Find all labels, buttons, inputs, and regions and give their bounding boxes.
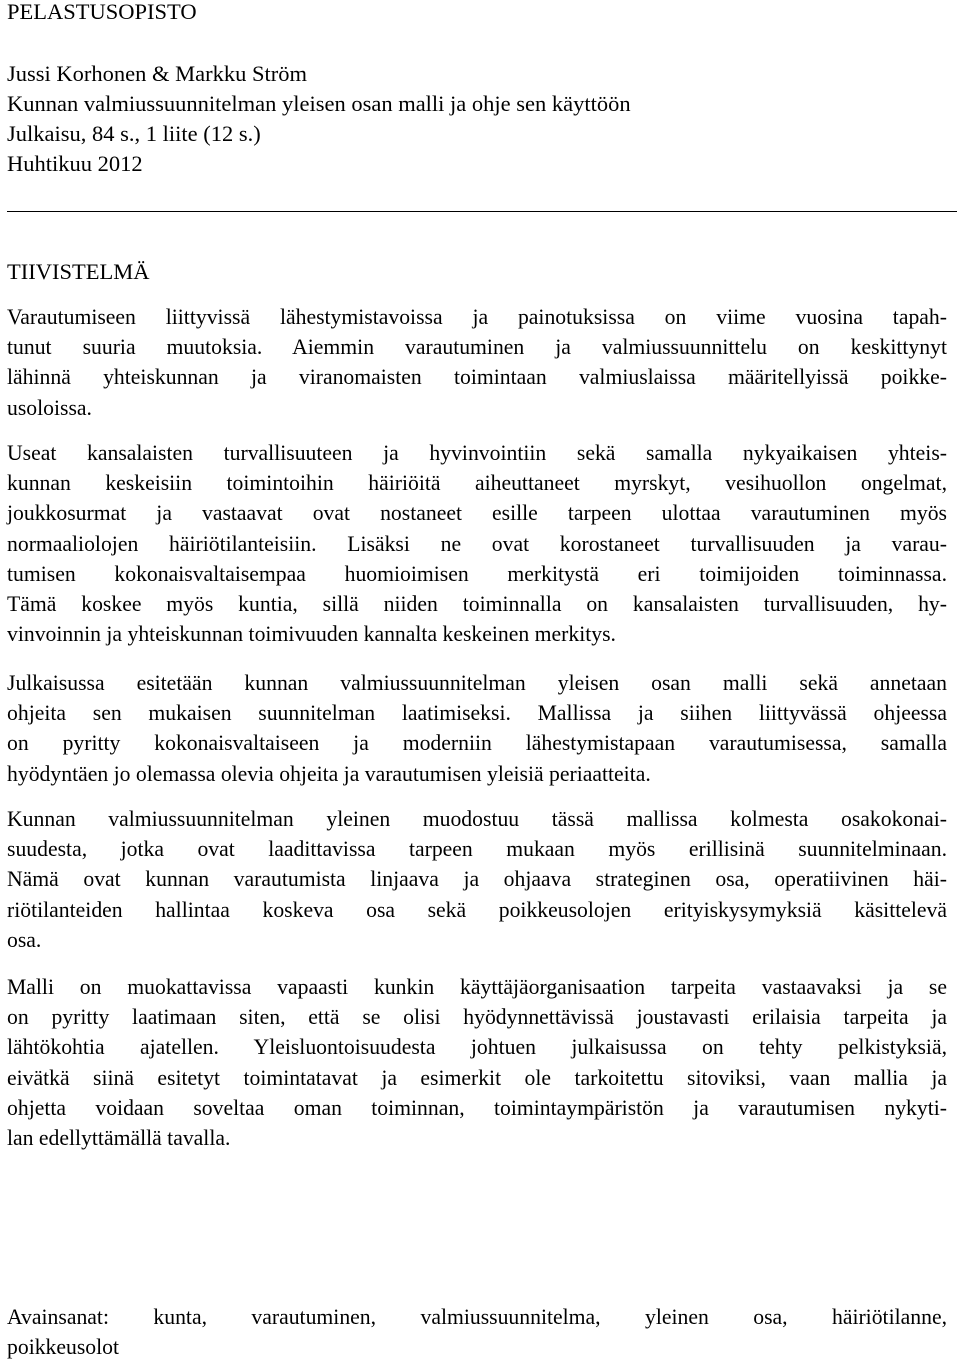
abstract-paragraph-3 <box>7 668 947 789</box>
paragraph-line: ohjetta voidaan soveltaa oman toiminnan, toimintaympäristön ja varautumisen nykyti- <box>7 1095 947 1120</box>
organization-name: PELASTUSOPISTO <box>7 0 197 24</box>
paragraph-line: kunnan keskeisiin toimintoihin häiriöitä aiheuttaneet myrskyt, vesihuollon ongelmat, <box>7 471 947 496</box>
paragraph-line: hyödyntäen jo olemassa olevia ohjeita ja varautumisen yleisiä periaatteita. <box>7 761 651 786</box>
paragraph-line: riötilanteiden hallintaa koskeva osa sekä poikkeusolojen erityiskysymyksiä käsittelevä <box>7 897 947 922</box>
paragraph-line: on pyritty kokonaisvaltaiseen ja moderniin lähestymistapaan varautumisessa, samalla <box>7 731 947 756</box>
paragraph-line: Tämä koskee myös kuntia, sillä niiden toiminnalla on kansalaisten turvallisuuden, hy- <box>7 592 947 617</box>
paragraph-line: on pyritty laatimaan siten, että se olisi hyödynnettävissä joustavasti erilaisia tarpeita ja <box>7 1005 947 1030</box>
paragraph-line: Useat kansalaisten turvallisuuteen ja hyvinvointiin sekä samalla nykyaikaisen yhteis- <box>7 441 947 465</box>
paragraph-line: vinvoinnin ja yhteiskunnan toimivuuden kannalta keskeinen merkitys. <box>7 622 616 647</box>
paragraph-line: lähinnä yhteiskunnan ja viranomaisten toimintaan valmiuslaissa määritellyissä poikke- <box>7 365 947 390</box>
abstract-heading: TIIVISTELMÄ <box>7 259 150 284</box>
publication-info: Julkaisu, 84 s., 1 liite (12 s.) <box>7 121 261 146</box>
authors: Jussi Korhonen & Markku Ström <box>7 61 307 86</box>
keywords-line: poikkeusolot <box>7 1335 120 1360</box>
paragraph-line: lan edellyttämällä tavalla. <box>7 1126 231 1151</box>
paragraph-line: Julkaisussa esitetään kunnan valmiussuunnitelman yleisen osan malli sekä annetaan <box>7 671 947 695</box>
paragraph-line: tumisen kokonaisvaltaisempaa huomioimisen merkitystä eri toimijoiden toiminnassa. <box>7 561 947 586</box>
paragraph-line: Kunnan valmiussuunnitelman yleinen muodostuu tässä mallissa kolmesta osakokonai- <box>7 807 947 831</box>
paragraph-line: Malli on muokattavissa vapaasti kunkin käyttäjäorganisaation tarpeita vastaavaksi ja se <box>7 975 947 999</box>
paragraph-line: ohjeita sen mukaisen suunnitelman laatimiseksi. Mallissa ja siihen liittyvässä ohjeessa <box>7 701 947 726</box>
paragraph-line: Nämä ovat kunnan varautumista linjaava ja ohjaava strateginen osa, operatiivinen häi- <box>7 867 947 892</box>
paragraph-line: eivätkä siinä esitetyt toimintatavat ja esimerkit ole tarkoitettu sitoviksi, vaan mallia ja <box>7 1065 947 1090</box>
abstract-paragraph-2 <box>7 438 947 649</box>
publication-date: Huhtikuu 2012 <box>7 151 143 176</box>
paragraph-line: joukkosurmat ja vastaavat ovat nostaneet esille tarpeen ulottaa varautuminen myös <box>7 501 947 526</box>
header-divider <box>7 211 957 212</box>
abstract-paragraph-4 <box>7 804 947 955</box>
paragraph-line: usoloissa. <box>7 395 92 420</box>
paragraph-line: Varautumiseen liittyvissä lähestymistavoissa ja painotuksissa on viime vuosina tapah- <box>7 305 947 329</box>
paragraph-line: tunut suuria muutoksia. Aiemmin varautuminen ja valmiussuunnittelu on keskittynyt <box>7 335 947 360</box>
paragraph-line: osa. <box>7 927 42 952</box>
paragraph-line: suudesta, jotka ovat laadittavissa tarpeen mukaan myös erillisinä suunnitelminaan. <box>7 837 947 862</box>
paragraph-line: lähtökohtia ajatellen. Yleisluontoisuudesta johtuen julkaisussa on tehty pelkistyksiä, <box>7 1035 947 1060</box>
abstract-paragraph-5 <box>7 972 947 1153</box>
keywords-line: Avainsanat: kunta, varautuminen, valmiussuunnitelma, yleinen osa, häiriötilanne, <box>7 1305 947 1329</box>
keywords <box>7 1302 947 1362</box>
publication-title: Kunnan valmiussuunnitelman yleisen osan malli ja ohje sen käyttöön <box>7 91 631 116</box>
abstract-paragraph-1 <box>7 302 947 423</box>
paragraph-line: normaaliolojen häiriötilanteisiin. Lisäksi ne ovat korostaneet turvallisuuden ja varau- <box>7 531 947 556</box>
